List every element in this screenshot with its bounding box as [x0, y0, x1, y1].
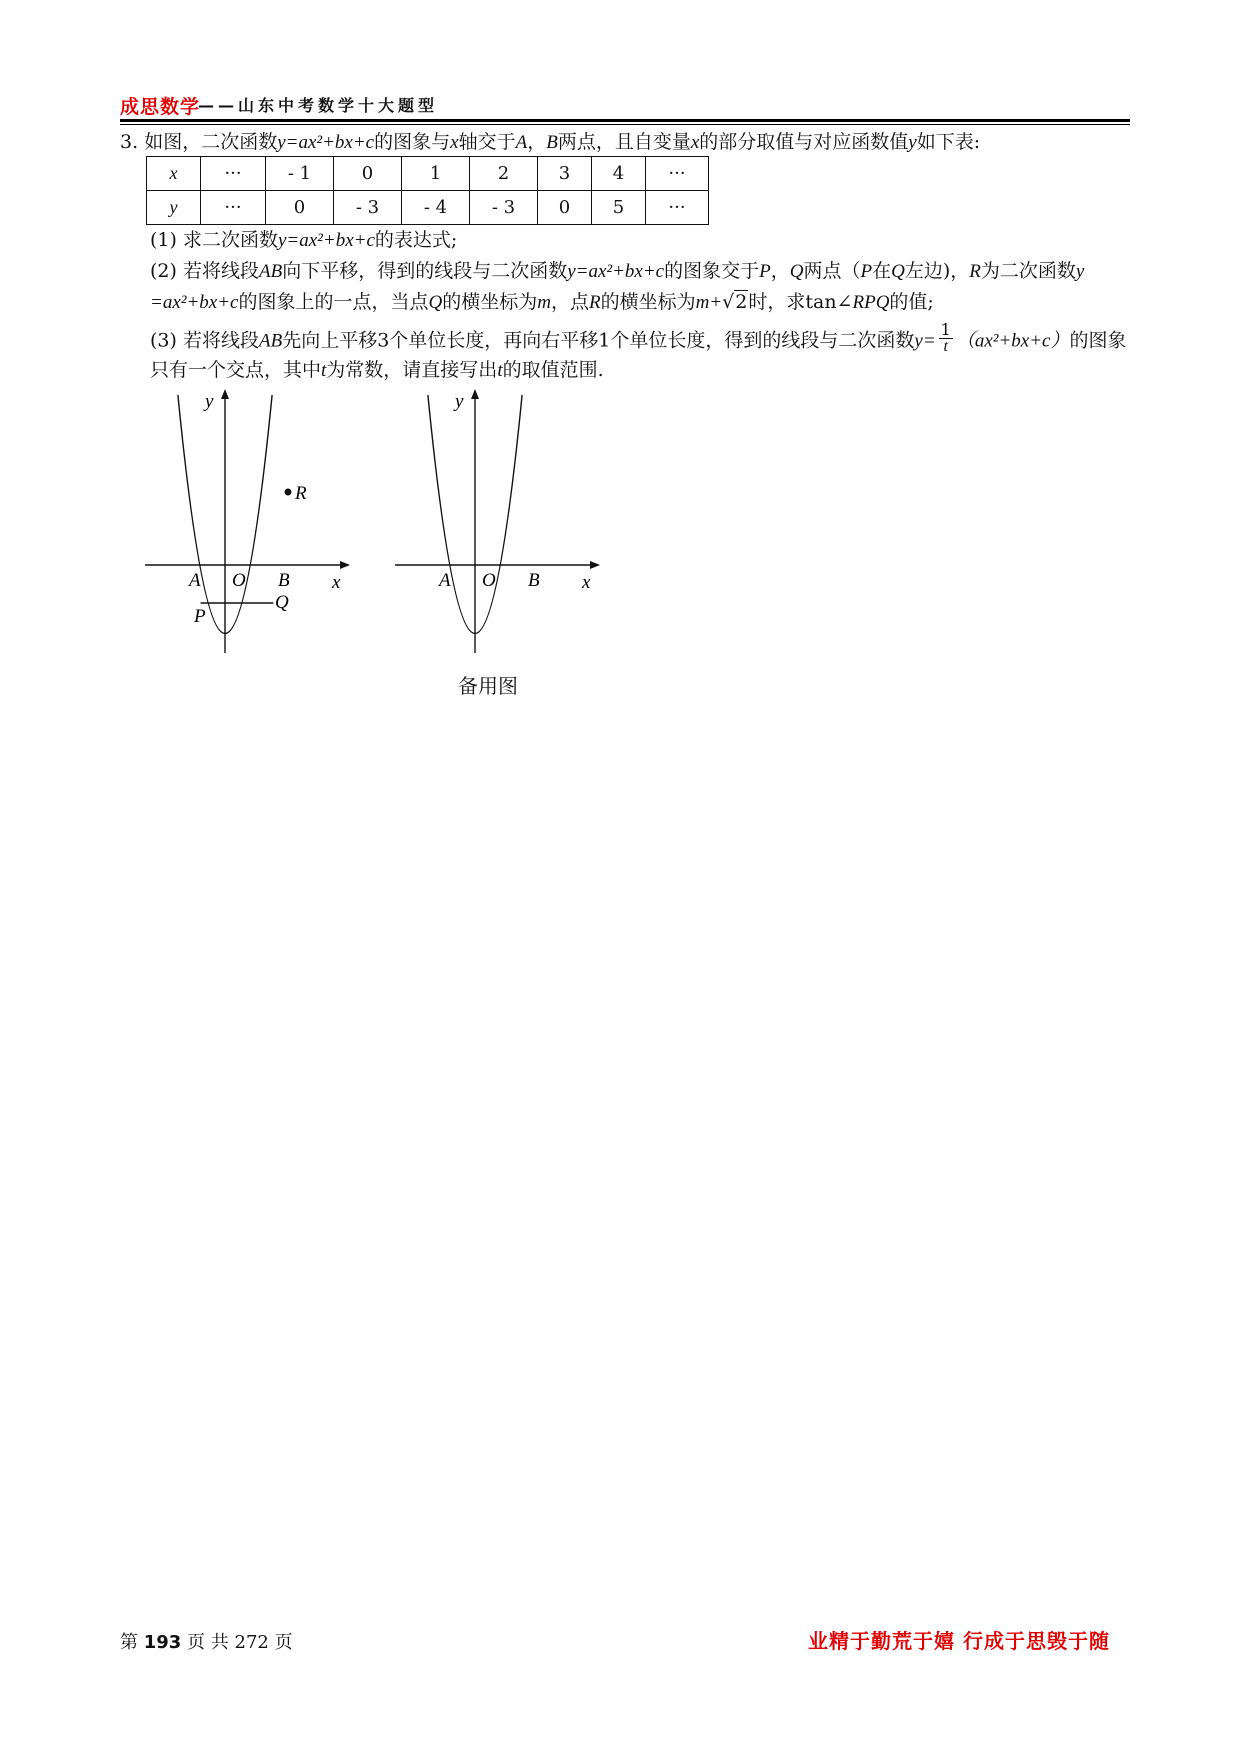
- label-o: O: [482, 570, 496, 591]
- intro-text: 如图，二次函数: [144, 131, 278, 153]
- table-cell: 4: [592, 157, 646, 191]
- var-t: t: [497, 360, 503, 381]
- question-text: 若将线段: [182, 260, 259, 282]
- figure-1-parabola: [140, 385, 360, 665]
- question-1: [150, 228, 457, 253]
- equation: y=ax²+bx+c: [277, 132, 375, 153]
- table-cell: 0: [538, 191, 592, 225]
- figure-2-parabola: [390, 385, 610, 665]
- equation: y=: [914, 330, 936, 352]
- point-q: Q: [789, 261, 804, 282]
- label-a: A: [189, 570, 201, 591]
- page-suffix: 页: [274, 1632, 293, 1653]
- label-o: O: [232, 570, 246, 591]
- var-m: m: [537, 292, 551, 313]
- question-text: 为常数，请直接写出: [326, 359, 498, 381]
- table-cell: ···: [646, 191, 709, 225]
- problem-number: 3.: [120, 131, 139, 153]
- point-r: R: [588, 292, 601, 313]
- question-text: 左边)，: [904, 260, 970, 282]
- question-text: 若将线段: [182, 329, 259, 352]
- header-rule-thin: [120, 124, 1130, 125]
- point-a: A: [515, 132, 528, 153]
- table-row-y: [147, 191, 709, 225]
- y-axis-arrow: [471, 389, 479, 399]
- x-axis-arrow: [340, 561, 350, 569]
- table-cell: - 1: [266, 157, 334, 191]
- var-y: y: [1075, 261, 1085, 282]
- angle-rpq: RPQ: [852, 292, 890, 313]
- label-a: A: [439, 570, 451, 591]
- question-text: 的横坐标为: [442, 291, 538, 313]
- table-cell: - 4: [402, 191, 470, 225]
- table-cell: 1: [402, 157, 470, 191]
- question-2-line-2: [150, 290, 934, 315]
- equation: （ax²+bx+c）: [955, 330, 1070, 352]
- point-q: Q: [891, 261, 905, 282]
- question-text: 先向上平移3个单位长度，再向右平移1个单位长度，得到的线段与二次函数: [282, 329, 915, 352]
- footer-motto: 业精于勤荒于嬉 行成于思毁于随: [808, 1629, 1110, 1653]
- equation: y=ax²+bx+c: [567, 261, 665, 282]
- page-total: 272: [234, 1632, 269, 1653]
- page-mid: 页 共: [187, 1632, 229, 1653]
- var-x: x: [450, 132, 459, 153]
- intro-text: 两点，且自变量: [557, 131, 691, 153]
- x-axis-arrow: [590, 561, 600, 569]
- question-text: 两点（: [803, 260, 861, 282]
- question-text: 的图象上的一点，当点: [238, 291, 429, 313]
- question-text: 的取值范围.: [502, 359, 604, 381]
- separator: ，: [770, 260, 790, 282]
- segment-ab: AB: [258, 261, 283, 282]
- question-text: 向下平移，得到的线段与二次函数: [282, 260, 568, 282]
- point-r: R: [969, 261, 981, 282]
- point-q: Q: [428, 292, 443, 313]
- table-header-x: x: [147, 157, 201, 191]
- label-b: B: [278, 570, 290, 591]
- intro-text: 的部分取值与对应函数值: [699, 131, 909, 153]
- table-row-x: [147, 157, 709, 191]
- question-text: ，点: [550, 291, 589, 313]
- table-cell: 0: [334, 157, 402, 191]
- backup-figure-caption: 备用图: [458, 674, 518, 698]
- sqrt-value: 2: [735, 291, 748, 313]
- fraction-1-over-t: [939, 322, 953, 355]
- problem-intro: [120, 130, 980, 155]
- intro-text: 的图象与: [374, 131, 451, 153]
- question-label: (3): [150, 329, 177, 352]
- point-p: P: [759, 261, 771, 282]
- table-cell: - 3: [334, 191, 402, 225]
- axis-label-x: x: [582, 572, 591, 593]
- question-text: 的图象: [1069, 329, 1127, 352]
- point-p: P: [860, 261, 873, 282]
- question-text: 的表达式;: [374, 229, 458, 251]
- brand-title: 成思数学: [120, 96, 201, 118]
- table-cell: ···: [201, 191, 266, 225]
- question-text: 在: [872, 260, 892, 282]
- question-text: 只有一个交点，其中: [150, 359, 322, 381]
- axis-label-y: y: [205, 391, 214, 412]
- axis-label-x: x: [332, 572, 341, 593]
- separator: ，: [527, 131, 547, 153]
- label-r: R: [295, 483, 307, 504]
- question-text: 的图象交于: [664, 260, 760, 282]
- question-text: 求二次函数: [182, 229, 278, 251]
- label-q: Q: [275, 592, 289, 613]
- intro-text: 如下表:: [916, 131, 981, 153]
- fraction-numerator: 1: [940, 320, 951, 339]
- question-label: (1): [150, 229, 177, 251]
- m-plus: m+: [695, 292, 723, 313]
- page-number: [120, 1628, 293, 1654]
- y-axis-arrow: [221, 389, 229, 399]
- question-text: 为二次函数: [980, 260, 1076, 282]
- value-table: [146, 156, 709, 225]
- equation: y=ax²+bx+c: [277, 230, 375, 251]
- question-text: 时，求tan∠: [748, 291, 853, 313]
- table-cell: ···: [201, 157, 266, 191]
- header-rule-thick: [120, 119, 1130, 122]
- table-header-y: y: [147, 191, 201, 225]
- header-subtitle: ——山东中考数学十大题型: [198, 96, 439, 115]
- question-text: 的值;: [889, 291, 934, 313]
- table-cell: - 3: [470, 191, 538, 225]
- question-2-line-1: [150, 259, 1084, 284]
- sqrt-sign: √: [722, 291, 735, 313]
- var-y: y: [908, 132, 917, 153]
- table-cell: ···: [646, 157, 709, 191]
- page-prefix: 第: [120, 1632, 138, 1653]
- question-3-line-1: [150, 320, 1127, 358]
- table-cell: 0: [266, 191, 334, 225]
- table-cell: 3: [538, 157, 592, 191]
- equation: =ax²+bx+c: [150, 292, 239, 313]
- page-current: 193: [143, 1632, 182, 1653]
- table-cell: 5: [592, 191, 646, 225]
- point-b: B: [546, 132, 558, 153]
- intro-text: 轴交于: [458, 131, 516, 153]
- segment-ab: AB: [258, 330, 283, 352]
- sqrt-2: [722, 290, 748, 314]
- page-header: [120, 92, 1130, 132]
- fraction-denominator: t: [943, 338, 948, 355]
- label-p: P: [194, 606, 206, 627]
- label-b: B: [528, 570, 540, 591]
- question-label: (2): [150, 260, 177, 282]
- question-text: 的横坐标为: [600, 291, 696, 313]
- point-r-dot: [285, 489, 292, 496]
- var-t: t: [321, 360, 327, 381]
- axis-label-y: y: [455, 391, 464, 412]
- table-cell: 2: [470, 157, 538, 191]
- question-3-line-2: [150, 358, 604, 383]
- var-x: x: [690, 132, 700, 153]
